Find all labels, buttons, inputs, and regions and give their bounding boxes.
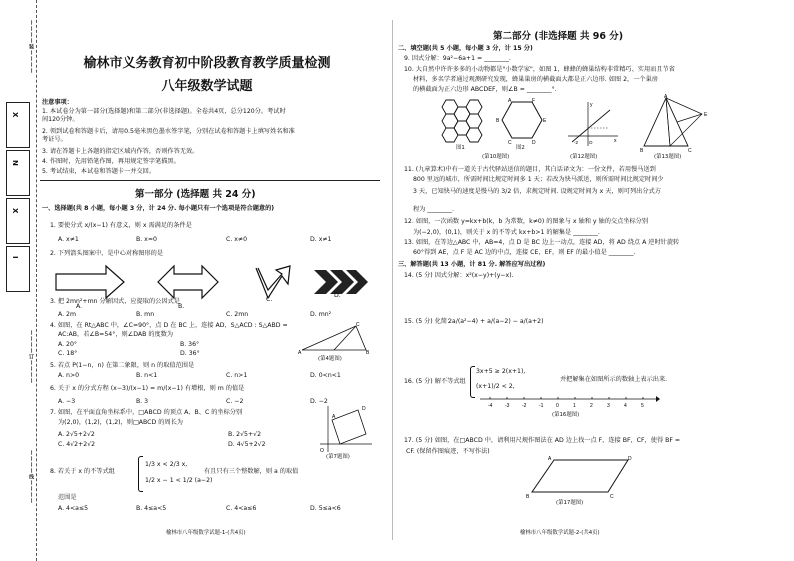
arrow-b-icon — [158, 266, 218, 298]
notice-line: 3. 请在答题卡上各题的指定区域内作答，否则作答无效。 — [42, 148, 199, 155]
question-12-line-1: 12. 如图，一次函数 y=kx+b(k，b 为常数，k≠0) 的图象与 x 轴和 y 轴的交点坐标分别 — [404, 218, 649, 225]
number-line-label: -1 — [539, 403, 544, 409]
q8-option-b: B. 4≤a<5 — [136, 505, 167, 512]
q8-option-d: D. 5≤a<6 — [310, 505, 341, 512]
section-one-heading: 一、选择题(共 8 小题，每小题 3 分，计 24 分. 每小题只有一个选项是符合题意的) — [42, 205, 275, 212]
q8-inequality-1: 1/3 x < 2/3 x, — [145, 461, 188, 468]
q7-coordinate-figure — [318, 404, 374, 454]
q7-option-b: B. 2√5+√2 — [228, 431, 262, 438]
number-line-label: 1 — [573, 403, 576, 409]
question-13-line-2: 60°得到 AE，点 F 是 AC 边的中点，连接 CE，EF，则 EF 的最小值是 ________. — [413, 249, 636, 256]
q17-figure-caption: (第17题图) — [556, 500, 584, 506]
q4-option-a: A. 20° — [58, 341, 78, 348]
question-11-line-1: 11. (九章算术)中有一道关于古代驿站送信的题目，其白话译文为：一份文件，若用慢马送到 — [404, 166, 656, 173]
q17-parallelogram-figure — [526, 456, 636, 500]
q16-tail: 并把解集在如图所示的数轴上表示出来. — [560, 376, 668, 383]
svg-text:B: B — [366, 350, 370, 356]
right-page-footer: 榆林市八年级数学试题-2-(共4页) — [520, 530, 600, 536]
q16-brace — [470, 366, 475, 398]
q2-option-d: D. — [334, 292, 341, 299]
number-line-label: 5 — [641, 403, 644, 409]
q1-option-a: A. x≠1 — [58, 236, 79, 243]
svg-text:A: A — [508, 98, 512, 104]
q4-figure-caption: (第4题图) — [318, 356, 342, 362]
notice-line: 2. 领到试卷和答题卡后，请用0.5毫米黑色墨水签字笔，分别在试卷和答题卡上填写姓名和准 — [42, 128, 295, 135]
page-divider — [392, 20, 393, 540]
q10-figure-caption: (第10题图) — [482, 154, 510, 160]
q16-inequality-2: (x+1)/2 < 2, — [476, 383, 515, 390]
q5-option-a: A. n>0 — [58, 372, 80, 379]
question-5: 5. 若点 P(1−n，n) 在第二象限，则 n 的取值范围是 — [50, 362, 195, 369]
binding-dash-1: ————装———— — [28, 20, 34, 74]
q5-option-c: C. n>1 — [226, 372, 248, 379]
notice-line: 4. 作图时，先用铅笔作图，再用规定签字笔描黑。 — [42, 158, 180, 165]
divider — [40, 180, 380, 181]
binding-box-2 — [6, 150, 30, 196]
number-line-label: 4 — [624, 403, 627, 409]
svg-text:D: D — [532, 140, 536, 146]
q4-triangle-figure — [298, 324, 370, 354]
q4-option-b: B. 36° — [180, 341, 200, 348]
binding-label-id: I — [11, 256, 19, 260]
question-7-line-1: 7. 如图，在平面直角坐标系中，□ABCD 的顶点 A、B、C 的坐标分别 — [50, 409, 243, 416]
binding-box-1 — [6, 102, 30, 148]
part-two-heading: 第二部分 (非选择题 共 96 分) — [493, 31, 624, 42]
svg-text:B: B — [640, 148, 644, 154]
number-line-label: 2 — [590, 403, 593, 409]
question-12-line-2: 为(−2,0)，(0,1)，则关于 x 的不等式 kx+b>1 的解集是 ________. — [413, 229, 600, 236]
svg-text:E: E — [543, 118, 547, 124]
svg-text:x: x — [614, 138, 617, 144]
section-two-heading: 二、填空题(共 5 小题，每小题 3 分，计 15 分) — [398, 45, 533, 52]
svg-text:C: C — [610, 494, 614, 500]
exam-subtitle: 八年级数学试题 — [161, 79, 253, 94]
question-15: 15. (5 分) 化简： — [404, 318, 454, 325]
q12-graph-figure — [568, 100, 620, 148]
svg-text:y: y — [590, 102, 593, 108]
svg-text:-2: -2 — [574, 140, 579, 145]
number-line-label: 3 — [607, 403, 610, 409]
svg-text:C: C — [356, 322, 360, 328]
figure-2-caption: 图2 — [516, 145, 525, 151]
question-4-line-1: 4. 如图，在 Rt△ABC 中，∠C=90°，点 D 在 BC 上，连接 AD，S△ACD : S△ABD = — [50, 322, 288, 329]
question-7-line-2: 为(2,0)，(1,2)，(1,2)，则□ABCD 的周长为 — [58, 419, 183, 426]
q8-option-c: C. 4<a≤6 — [226, 505, 257, 512]
notice-line: 考证号。 — [42, 136, 67, 143]
q2-option-a: A. — [76, 303, 83, 310]
question-10-line-1: 10. 大自然中许许多多的小动物都是"小数学家"，如图 1，蜂蜂的蜂巢结构非常精巧、实用而且节省 — [404, 66, 675, 73]
question-1: 1. 要使分式 x/(x−1) 有意义，则 x 需满足的条件是 — [50, 222, 192, 229]
question-11-line-4: 程为 ________. — [413, 206, 455, 213]
q6-option-a: A. −3 — [58, 398, 76, 405]
number-line-label: -2 — [522, 403, 527, 409]
question-9: 9. 因式分解：9a²−6a+1 = ________. — [404, 55, 511, 62]
binding-label-class: N — [11, 160, 19, 167]
q1-option-d: D. x≠1 — [310, 236, 332, 243]
q13-triangle-figure — [640, 96, 714, 152]
q7-option-c: C. 4√2+2√2 — [58, 441, 96, 448]
svg-text:A: A — [298, 350, 302, 356]
q7-option-d: D. 4√5+2√2 — [228, 441, 266, 448]
hexagon-figure — [496, 98, 547, 146]
question-17-line-2: CF. (保留作图痕迹，不写作法) — [406, 448, 490, 455]
question-11-line-2: 800 里远的城市，所需时间比规定时间多 1 天；若改为快马派送，则所需时间比规定时间少 — [413, 176, 664, 183]
arrow-c-icon — [256, 266, 290, 298]
q7-figure-caption: (第7题图) — [326, 454, 350, 460]
svg-text:A: A — [332, 414, 336, 420]
number-line-arrow-icon — [656, 396, 660, 402]
question-13-line-1: 13. 如图，在等边△ABC 中，AB=4，点 D 是 BC 边上一动点，连接 AD，将 AD 绕点 A 逆时针旋转 — [404, 239, 680, 246]
q5-option-b: B. n<1 — [136, 372, 158, 379]
question-4-line-2: AC:AB，若∠B=54°，则∠DAB 的度数为 — [58, 331, 174, 338]
binding-dash-3: ————线———— — [28, 450, 34, 504]
notice-heading: 注意事项： — [42, 99, 73, 106]
q3-option-c: C. 2mn — [226, 311, 249, 318]
binding-label-school: X — [11, 112, 19, 119]
q13-figure-caption: (第13题图) — [654, 154, 682, 160]
part-one-heading: 第一部分 (选择题 共 24 分) — [135, 189, 256, 200]
q2-arrow-figures — [56, 262, 356, 302]
q8-tail-2: 范围是 — [58, 494, 77, 501]
binding-box-4 — [6, 246, 30, 292]
question-10-line-3: 的横截面为正六边形 ABCDEF，则∠B = ________°. — [413, 86, 557, 93]
binding-box-3 — [6, 198, 30, 244]
svg-text:D: D — [628, 456, 632, 462]
q12-figure-caption: (第12题图) — [570, 154, 598, 160]
q6-option-c: C. −2 — [226, 398, 244, 405]
q6-option-b: B. 3 — [136, 398, 149, 405]
binding-dash-2: ————订———— — [28, 330, 34, 384]
q16-number-line — [480, 394, 660, 410]
q2-option-c: C. — [266, 296, 273, 303]
svg-text:D: D — [362, 406, 366, 412]
q16-figure-caption: (第16题图) — [552, 412, 580, 418]
q3-option-d: D. mn² — [310, 311, 332, 318]
exam-title: 榆林市义务教育初中阶段教育教学质量检测 — [83, 56, 331, 71]
q8-inequality-2: 1/2 x − 1 < 1/2 (a−2) — [145, 477, 213, 484]
q7-option-a: A. 2√5+2√2 — [58, 431, 95, 438]
q15-expression: 2a/(a²−4) + a/(a−2) − a/(a+2) — [448, 318, 544, 325]
question-16: 16. (5 分) 解不等式组 — [404, 378, 466, 385]
q6-option-d: D. −2 — [310, 398, 328, 405]
notice-line: 5. 考试结束，本试卷和答题卡一并交回。 — [42, 168, 156, 175]
q2-option-b: B. — [178, 303, 185, 310]
notice-line: 间120分钟。 — [42, 116, 79, 123]
q1-option-c: C. x≠0 — [226, 236, 248, 243]
question-10-line-2: 材料，多名学者通过观测研究发现，蜂巢巢房的横截面大都是正六边形. 如图 2，一个巢房 — [413, 76, 658, 83]
q1-option-b: B. x=0 — [136, 236, 157, 243]
svg-text:A: A — [548, 456, 552, 462]
svg-text:O: O — [589, 140, 593, 145]
section-three-heading: 三、解答题(共 13 小题，计 81 分. 解答应写出过程) — [398, 261, 546, 268]
figure-1-caption: 图1 — [456, 145, 465, 151]
q16-inequality-1: 3x+5 ≥ 2(x+1), — [476, 368, 526, 375]
q4-option-d: D. 36° — [180, 350, 200, 357]
q8-brace — [138, 456, 143, 492]
notice-line: 1. 本试卷分为第一部分(选择题)和第二部分(非选择题)。全卷共4页，总分120分。考试时 — [42, 108, 286, 115]
number-line-label: 0 — [556, 403, 559, 409]
question-8: 8. 若关于 x 的不等式组 — [50, 468, 115, 475]
arrow-a-icon — [56, 266, 124, 298]
q8-tail: 有且只有三个整数解，则 a 的取值 — [204, 468, 299, 475]
svg-text:B: B — [526, 494, 530, 500]
honeycomb-figure — [436, 98, 496, 144]
q8-option-a: A. 4<a≤5 — [58, 505, 89, 512]
svg-text:A: A — [664, 94, 668, 100]
svg-text:F: F — [532, 98, 536, 104]
question-11-line-3: 3 天，已知快马的速度是慢马的 3/2 倍，求规定时间. 设规定时间为 x 天，则可列出分式方 — [413, 188, 661, 195]
q4-option-c: C. 18° — [58, 350, 78, 357]
question-17-line-1: 17. (5 分) 如图，在□ABCD 中，请利用尺规作图法在 AD 边上找一点 F，连接 BF，CF，使得 BF = — [404, 437, 681, 444]
number-line-label: -4 — [488, 403, 493, 409]
svg-text:O: O — [320, 448, 324, 454]
q3-option-b: B. mn — [136, 311, 155, 318]
svg-text:B: B — [496, 118, 500, 124]
left-page-footer: 榆林市八年级数学试题-1-(共4页) — [166, 530, 246, 536]
question-3: 3. 把 2mn²+mn 分解因式，应提取的公因式是 — [50, 298, 180, 305]
question-14: 14. (5 分) 因式分解：x²(x−y)+(y−x). — [404, 272, 514, 279]
svg-text:C: C — [508, 140, 512, 146]
number-line-label: -3 — [505, 403, 510, 409]
svg-text:C: C — [688, 148, 692, 154]
question-6: 6. 关于 x 的分式方程 (x−3)/(x−1) = m/(x−1) 有增根，则 m 的值是 — [50, 385, 245, 392]
binding-label-name: X — [11, 208, 19, 215]
q3-option-a: A. 2m — [58, 311, 77, 318]
svg-text:E: E — [704, 112, 708, 118]
question-2: 2. 下列箭头图案中，是中心对称图形的是 — [50, 250, 164, 257]
q5-option-d: D. 0<n<1 — [310, 372, 341, 379]
